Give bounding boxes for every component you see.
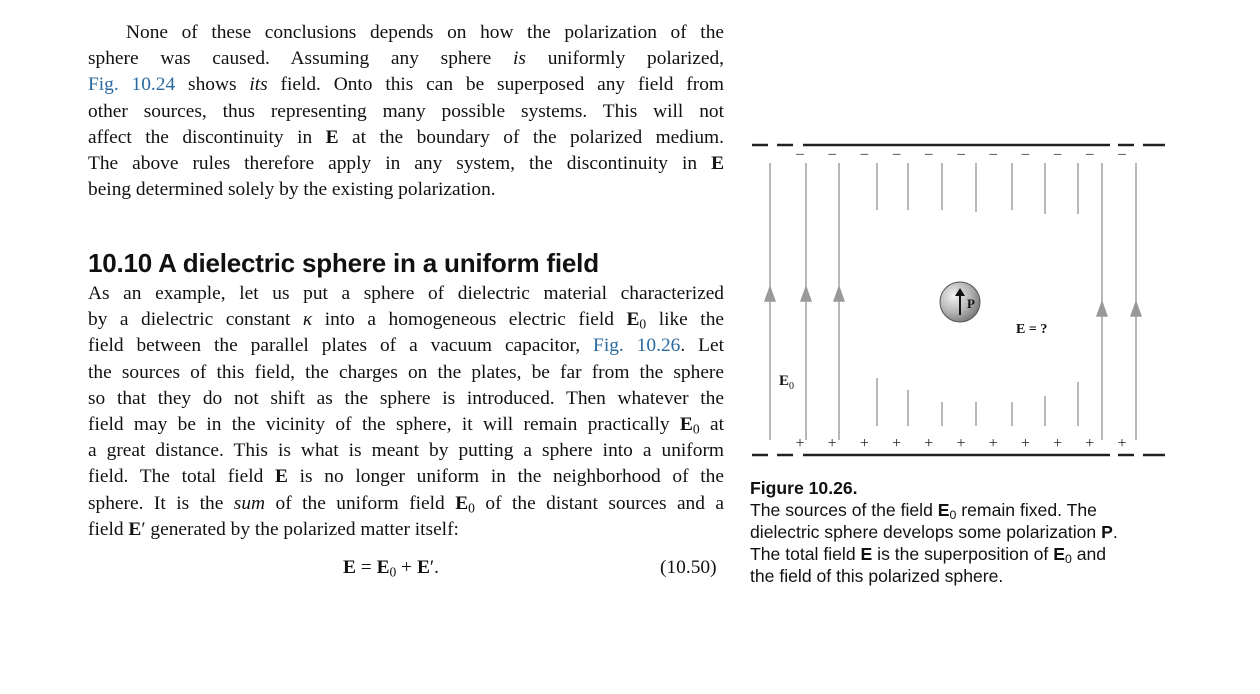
minus-charge: – bbox=[989, 146, 997, 162]
text-run: E bbox=[128, 518, 142, 540]
plus-charge: + bbox=[859, 435, 869, 452]
plus-charge: + bbox=[1053, 435, 1063, 452]
text-run[interactable]: ′ generated by the polarized matter itself: bbox=[141, 518, 459, 540]
caption-title: Figure 10.26. bbox=[750, 478, 858, 498]
text-run[interactable]: = bbox=[355, 557, 377, 578]
text-run[interactable]: is the superposition of bbox=[872, 544, 1054, 564]
minus-charge: – bbox=[1086, 146, 1094, 162]
minus-charge: – bbox=[860, 146, 869, 162]
text-run: 0 bbox=[949, 508, 957, 523]
field-arrow-icon bbox=[1131, 302, 1141, 316]
text-run: sum bbox=[233, 492, 266, 514]
equation-number-label: (10.50) bbox=[660, 557, 717, 578]
text-run: is bbox=[513, 48, 526, 70]
caption-line bbox=[750, 521, 1170, 543]
text-run[interactable]: None of these conclusions depends on how the polarization of the bbox=[126, 22, 724, 43]
text-run: 0 bbox=[639, 316, 647, 332]
plus-charge: + bbox=[795, 435, 805, 452]
text-run[interactable]: . Let bbox=[680, 335, 724, 357]
text-run[interactable]: The sources of the field bbox=[750, 500, 938, 520]
text-run: P bbox=[1101, 522, 1113, 542]
field-arrow-icon bbox=[834, 287, 844, 301]
e-question-label: E = ? bbox=[1016, 322, 1048, 337]
text-run[interactable]: field. The total field bbox=[88, 466, 276, 488]
text-run[interactable]: and bbox=[1071, 544, 1107, 564]
text-run[interactable]: a great distance. This is what is meant by putting a sphere into a uniform bbox=[88, 440, 724, 462]
text-run: 0 bbox=[1064, 552, 1072, 567]
text-run[interactable]: dielectric sphere develops some polarization bbox=[750, 522, 1102, 542]
plus-charge: + bbox=[892, 435, 902, 452]
plus-charge: + bbox=[1020, 435, 1030, 452]
text-run[interactable]: uniformly polarized, bbox=[525, 48, 724, 70]
text-run[interactable]: of the distant sources and a bbox=[474, 492, 725, 514]
text-run: E bbox=[343, 557, 356, 578]
text-run[interactable]: Fig. 10.26 bbox=[593, 335, 681, 357]
text-run: E bbox=[1053, 544, 1065, 564]
text-run[interactable]: the sources of this field, the charges on the plates, be far from the sphere bbox=[88, 361, 724, 383]
text-run[interactable]: into a homogeneous electric field bbox=[312, 309, 627, 331]
text-run[interactable]: at bbox=[699, 413, 725, 435]
plus-charge: + bbox=[1085, 435, 1095, 452]
minus-charge: – bbox=[828, 146, 836, 162]
plus-charge: + bbox=[956, 435, 966, 452]
text-run[interactable]: is no longer uniform in the neighborhood of the bbox=[287, 466, 724, 488]
text-run: 0 bbox=[468, 499, 475, 515]
plus-charge: + bbox=[988, 435, 998, 452]
text-run: E bbox=[679, 413, 693, 435]
minus-charge: – bbox=[1118, 146, 1126, 162]
field-arrow-icon bbox=[801, 287, 811, 301]
text-run: 0 bbox=[692, 421, 700, 437]
text-run: its bbox=[249, 74, 268, 96]
text-run[interactable]: field. Onto this can be superposed any field from bbox=[267, 74, 724, 96]
text-run[interactable]: . bbox=[1112, 522, 1118, 542]
text-run: E bbox=[416, 557, 430, 578]
text-run: 0 bbox=[389, 564, 397, 580]
text-run[interactable]: like the bbox=[646, 309, 724, 331]
text-run[interactable]: field may be in the vicinity of the sphere, it will remain practically bbox=[88, 413, 680, 435]
text-run[interactable]: of the uniform field bbox=[265, 492, 456, 514]
minus-charge: – bbox=[925, 146, 933, 162]
section-heading: 10.10 A dielectric sphere in a uniform field bbox=[88, 248, 599, 278]
minus-charge: – bbox=[1021, 146, 1030, 162]
field-arrow-icon bbox=[765, 287, 775, 301]
caption-line bbox=[750, 565, 1170, 587]
text-run: E bbox=[275, 466, 288, 488]
text-run[interactable]: so that they do not shift as the sphere is introduced. Then whatever the bbox=[88, 387, 724, 409]
text-run[interactable]: sphere was caused. Assuming any sphere bbox=[88, 48, 514, 70]
figure-caption bbox=[750, 477, 1170, 587]
minus-charge: – bbox=[796, 146, 804, 162]
text-run[interactable]: affect the discontinuity in bbox=[88, 126, 326, 148]
plus-charge: + bbox=[1117, 435, 1127, 452]
minus-charge: – bbox=[892, 146, 901, 162]
text-run: E bbox=[626, 309, 640, 331]
text-run[interactable]: Fig. 10.24 bbox=[88, 74, 176, 96]
text-run: E bbox=[455, 492, 469, 514]
text-run[interactable]: other sources, thus representing many possible systems. This will not bbox=[88, 100, 724, 122]
text-run: κ bbox=[302, 309, 313, 331]
text-run: E bbox=[376, 557, 390, 578]
text-run[interactable]: field bbox=[88, 518, 129, 540]
text-run[interactable]: ′. bbox=[429, 557, 439, 578]
caption-line bbox=[750, 499, 1170, 521]
text-run: E bbox=[937, 500, 950, 520]
text-run[interactable]: shows bbox=[175, 74, 250, 96]
plus-charge: + bbox=[924, 435, 934, 452]
text-run[interactable]: the field of this polarized sphere. bbox=[750, 566, 1004, 586]
text-run[interactable]: As an example, let us put a sphere of dielectric material characterized bbox=[88, 283, 724, 304]
text-run[interactable]: The total field bbox=[750, 544, 861, 564]
text-run[interactable]: + bbox=[396, 557, 417, 578]
text-run[interactable]: sphere. It is the bbox=[88, 492, 234, 514]
e0-label: $E_0$ bbox=[779, 373, 795, 392]
plus-charge: + bbox=[827, 435, 837, 452]
text-run: E bbox=[711, 152, 724, 174]
caption-line bbox=[750, 543, 1170, 565]
text-run[interactable]: field between the parallel plates of a vacuum capacitor, bbox=[88, 335, 594, 357]
text-run[interactable]: The above rules therefore apply in any system, the discontinuity in bbox=[88, 152, 712, 174]
sphere-p-label: P bbox=[967, 296, 975, 311]
text-run[interactable]: being determined solely by the existing polarization. bbox=[88, 179, 496, 201]
field-arrow-icon bbox=[1097, 302, 1107, 316]
minus-charge: – bbox=[957, 146, 965, 162]
text-run[interactable]: remain fixed. The bbox=[956, 500, 1097, 520]
text-run: E bbox=[860, 544, 873, 564]
minus-charge: – bbox=[1053, 146, 1062, 162]
text-run: E bbox=[325, 126, 339, 148]
text-run[interactable]: by a dielectric constant bbox=[88, 309, 303, 331]
text-run[interactable]: at the boundary of the polarized medium. bbox=[338, 126, 724, 148]
